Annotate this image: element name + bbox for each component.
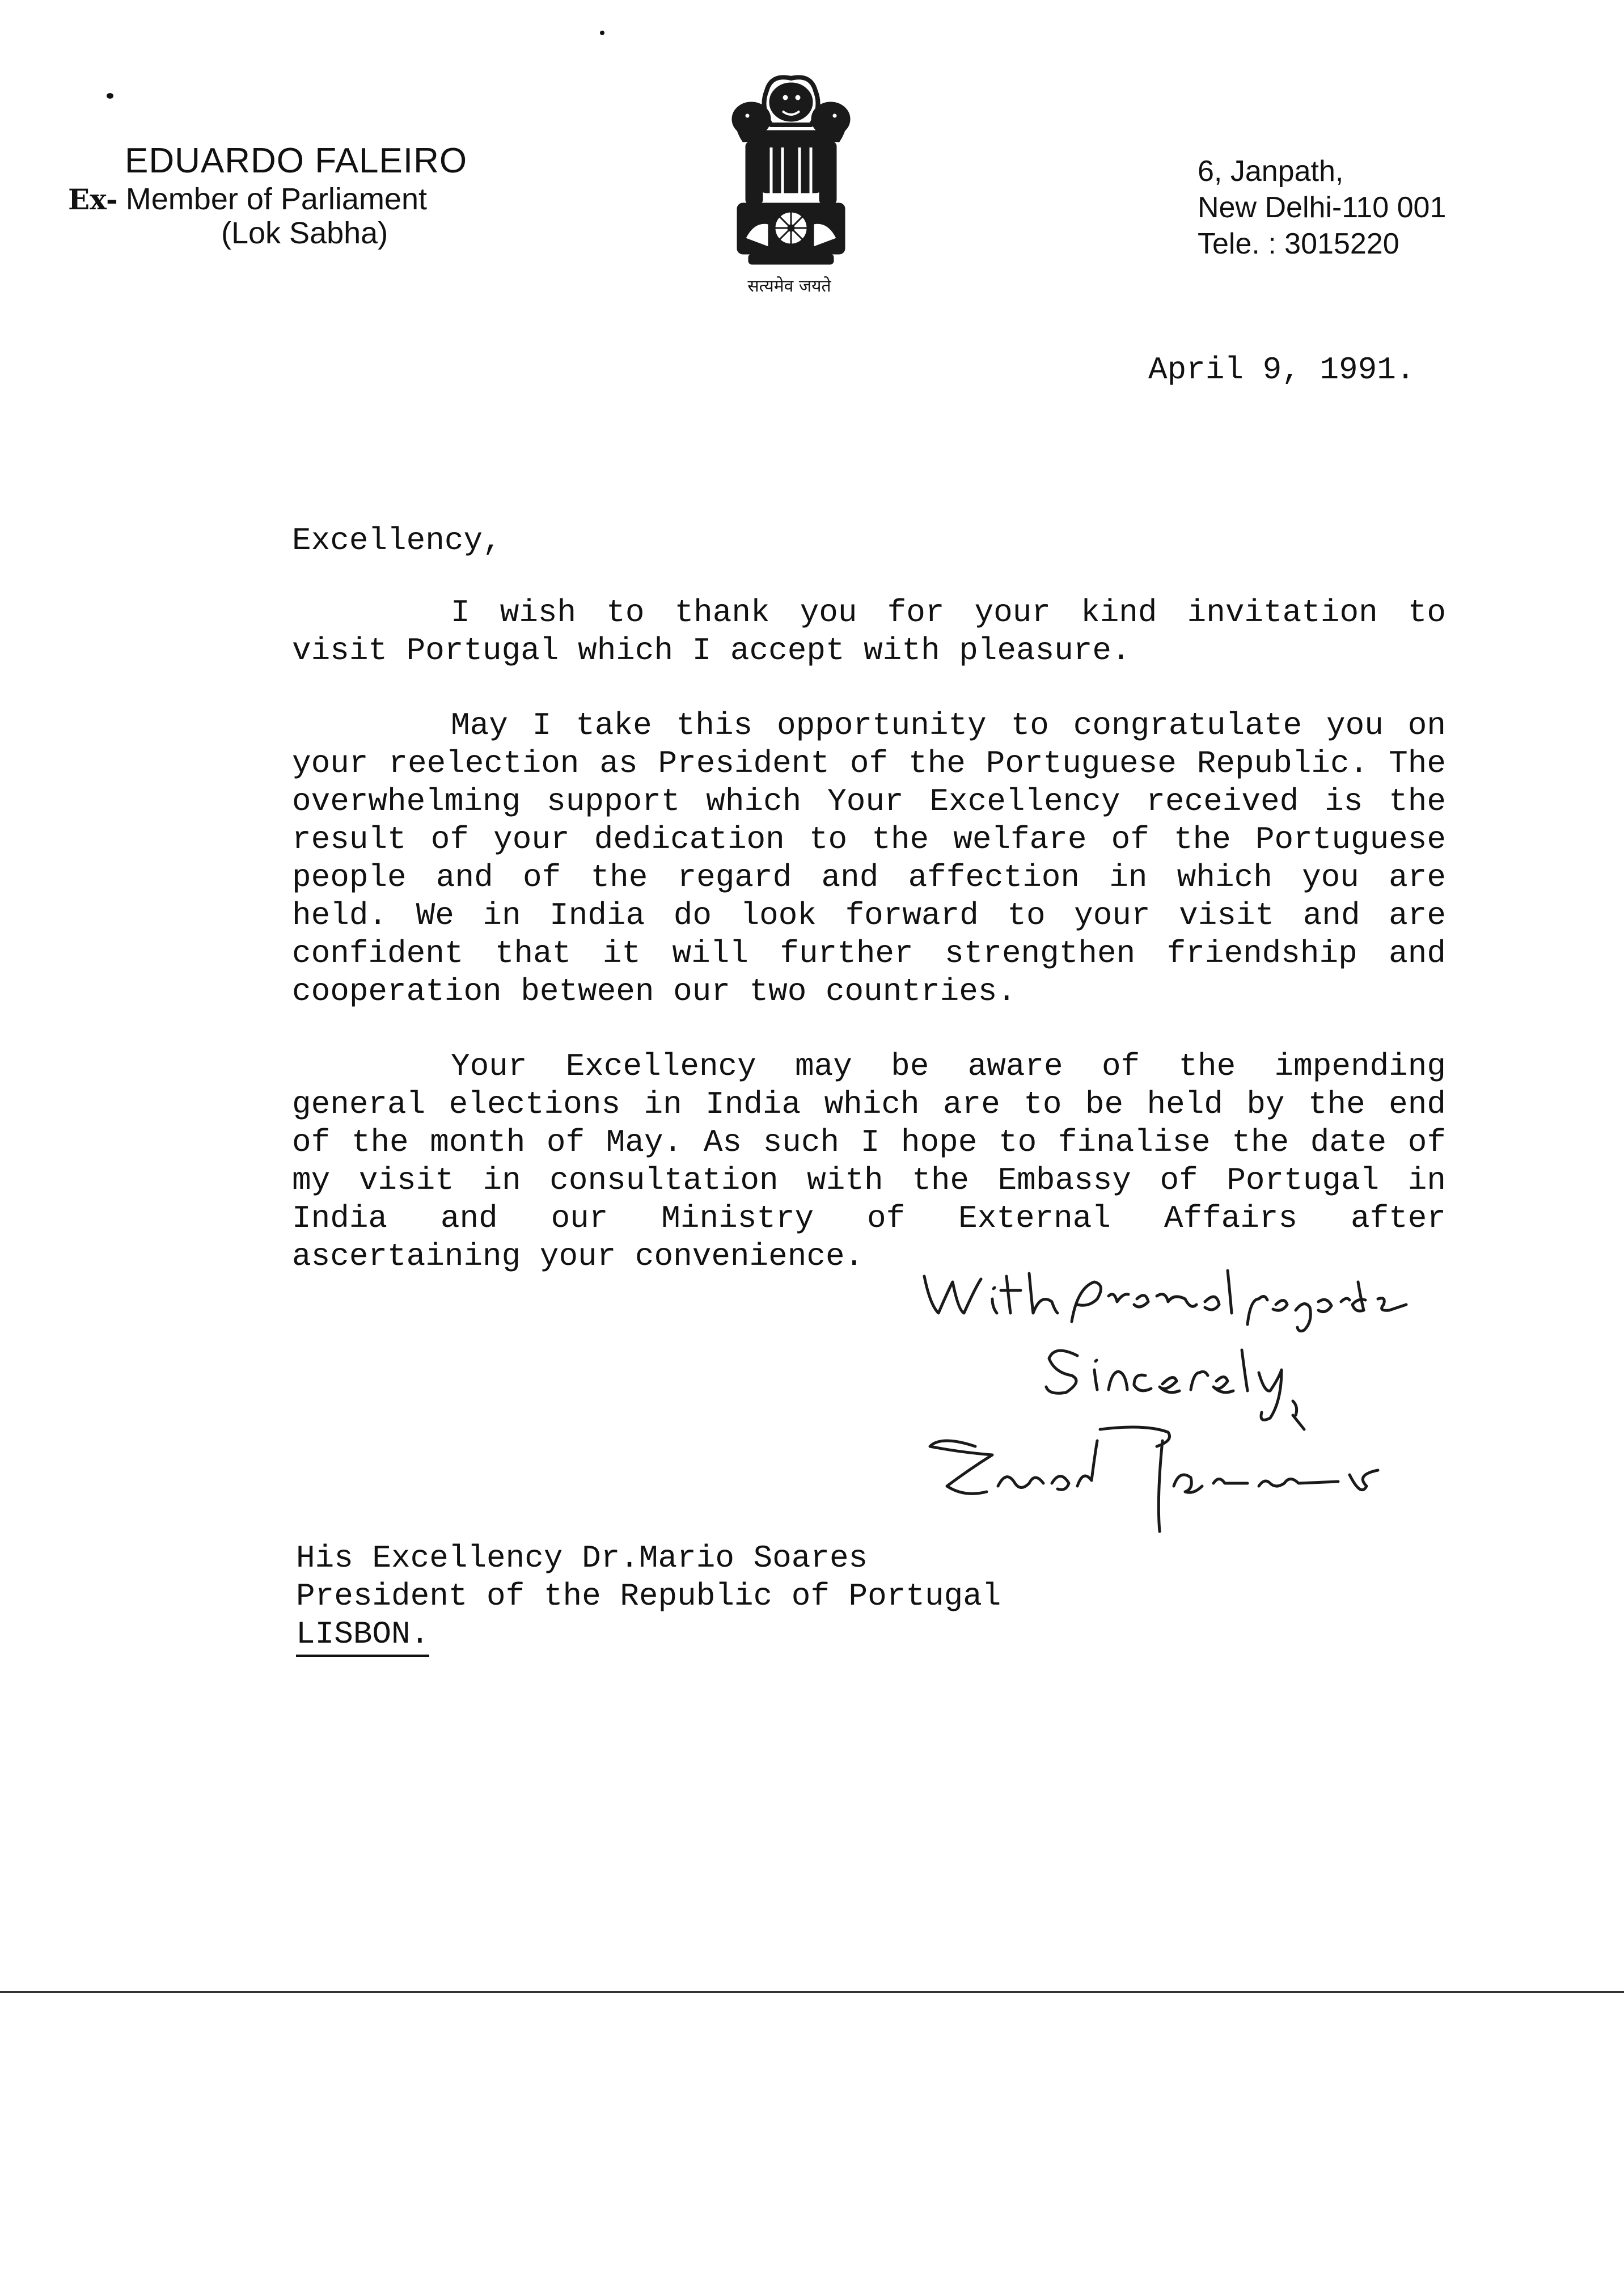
- handwritten-closing: [907, 1259, 1514, 1577]
- letter-body: [292, 522, 1446, 1313]
- handwriting-line-2: [1046, 1350, 1297, 1420]
- handwriting-line-1: [924, 1273, 1058, 1313]
- signature: [930, 1427, 1378, 1531]
- paragraph-3: Your Excellency may be aware of the impending general elections in India which are to be held by the end of the month of May. As such I hope to finalise the date of my visit in consultation with the Embassy of Portugal in India and our Ministry of External Affairs after ascertaining your convenience.: [292, 1048, 1446, 1275]
- paragraph-2: May I take this opportunity to congratulate you on your reelection as President of the Portuguese Republic. The overwhelming support which Your Excellency received is the result of your dedication to the welfare of the Portuguese people and of the regard and affection in which you are held. We in India do look forward to your visit and are confident that it will further strengthen friendship and cooperation between our two countries.: [292, 707, 1446, 1010]
- salutation: Excellency,: [292, 522, 502, 559]
- ex-prefix: Ex-: [68, 183, 118, 216]
- sender-role-row: [68, 182, 427, 217]
- recipient-city: LISBON.: [296, 1615, 429, 1657]
- sender-address: [1198, 153, 1446, 262]
- scan-speck: [107, 93, 113, 99]
- address-line-1: 6, Janpath,: [1198, 155, 1344, 188]
- recipient-line-1: His Excellency Dr.Mario Soares: [296, 1540, 868, 1576]
- address-line-2: New Delhi-110 001: [1198, 191, 1447, 224]
- recipient-block: [296, 1539, 1001, 1657]
- address-phone: Tele. : 3015220: [1198, 227, 1399, 260]
- sender-house: (Lok Sabha): [221, 216, 388, 250]
- scan-speck: [600, 31, 604, 35]
- scan-edge-line: [0, 1991, 1624, 1993]
- letter-date: April 9, 1991.: [1148, 352, 1415, 388]
- emblem-motto: सत्यमेव जयते: [747, 276, 831, 296]
- sender-role: Member of Parliament: [125, 182, 427, 216]
- paragraph-1: I wish to thank you for your kind invitation to visit Portugal which I accept with pleasure.: [292, 594, 1446, 669]
- sender-name: EDUARDO FALEIRO: [125, 141, 468, 180]
- recipient-line-2: President of the Republic of Portugal: [296, 1578, 1001, 1614]
